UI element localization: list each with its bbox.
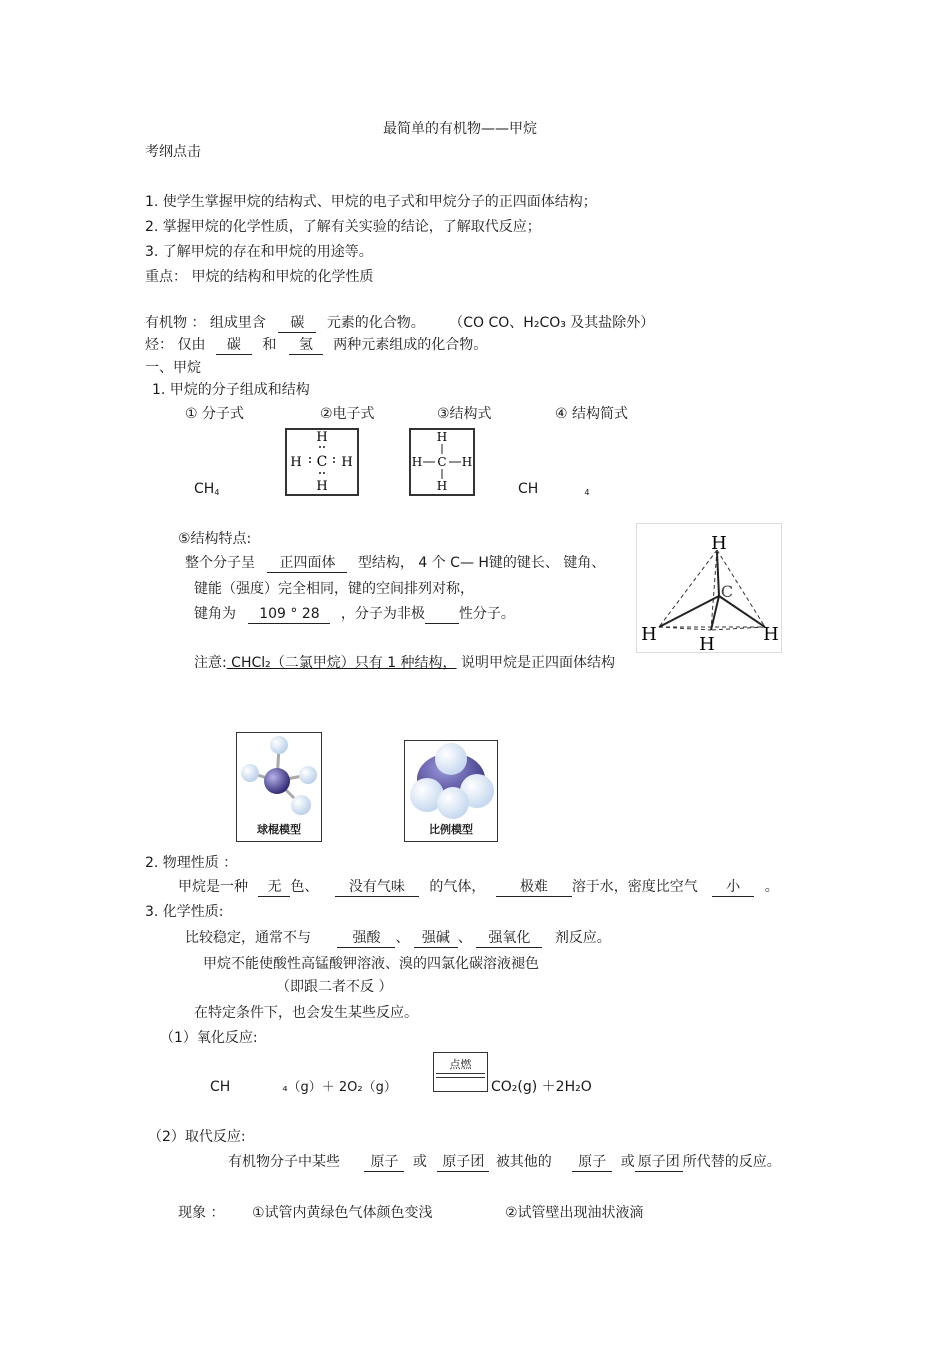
structure-note: 注意: CHCl₂（二氯甲烷）只有 1 种结构， 说明甲烷是正四面体结构 [194, 655, 616, 671]
structural-h-left: H [411, 455, 423, 469]
structural-h-bottom: H [436, 479, 448, 493]
organic-blank: 碳 [278, 314, 316, 333]
bond-angle-blank: 109 ° 28 [248, 605, 330, 624]
key-point: 重点： 甲烷的结构和甲烷的化学性质 [145, 269, 374, 285]
subsection-composition: 1. 甲烷的分子组成和结构 [152, 382, 310, 398]
ball-stick-caption: 球棍模型 [257, 823, 301, 836]
electron-h-bottom: H [316, 479, 328, 494]
structural-h-right: H [461, 455, 473, 469]
chemical-line-2: 甲烷不能使酸性高锰酸钾溶液、溴的四氯化碳溶液褪色 [203, 956, 539, 972]
hydrocarbon-definition: 烃： 仅由 碳 和 氢 两种元素组成的化合物。 [145, 337, 488, 353]
structure-line-3: 键角为 109 ° 28 ，分子为非极 性分子。 [194, 606, 515, 622]
phenomenon-2: ②试管壁出现油状液滴 [505, 1205, 644, 1221]
oxidant-blank: 强氧化 [476, 929, 542, 948]
ball-stick-model [236, 732, 322, 842]
physical-title: 2. 物理性质 ： [145, 855, 238, 871]
chemical-line-4: 在特定条件下，也会发生某些反应。 [194, 1005, 418, 1021]
shape-blank: 正四面体 [267, 554, 347, 573]
phenomena-label: 现象 ： [178, 1205, 225, 1221]
chemical-line-3: （即跟二者不反 ） [276, 979, 393, 995]
section-header: 考纲点击 [145, 144, 201, 160]
condensed-formula: CH $_4$ [518, 481, 590, 497]
header-condensed-formula: ④ 结构简式 [555, 406, 629, 422]
oxidation-lhs: CH ₄（g）＋ 2O₂（g） [210, 1079, 397, 1095]
tetra-h-right: H [763, 624, 779, 645]
oxidation-title: （1）氧化反应: [160, 1030, 258, 1046]
tetra-h-left: H [641, 624, 657, 645]
atom-blank-1: 原子 [364, 1153, 404, 1172]
structure-features-label: ⑤结构特点: [178, 531, 252, 547]
phenomenon-1: ①试管内黄绿色气体颜色变浅 [252, 1205, 433, 1221]
oxidation-rhs: CO₂(g) ＋2H₂O [491, 1079, 592, 1095]
header-structural-formula: ③结构式 [437, 406, 492, 422]
reaction-condition-box [433, 1052, 488, 1092]
hydrocarbon-blank-1: 碳 [216, 336, 252, 355]
objective-2: 2. 掌握甲烷的化学性质，了解有关实验的结论，了解取代反应； [145, 219, 541, 235]
substitution-title: （2）取代反应: [148, 1129, 246, 1145]
objective-1: 1. 使学生掌握甲烷的结构式、甲烷的电子式和甲烷分子的正四面体结构； [145, 194, 597, 210]
header-electron-formula: ②电子式 [320, 406, 375, 422]
group-blank-2: 原子团 [635, 1153, 683, 1172]
structural-formula-diagram [411, 430, 473, 494]
electron-dots-diagram [287, 430, 357, 494]
structural-c: C [437, 455, 447, 469]
physical-line: 甲烷是一种 无 色、 没有气味 的气体， 极难 溶于水，密度比空气 小 。 [178, 879, 779, 895]
chemical-line-1: 比较稳定，通常不与 强酸 、 强碱 、 强氧化 剂反应。 [185, 930, 611, 946]
electron-c: C [316, 454, 328, 470]
page-title: 最简单的有机物——甲烷 [383, 121, 537, 137]
acid-blank: 强酸 [337, 929, 395, 948]
solubility-blank: 极难 [496, 878, 572, 897]
reaction-condition-label: 点燃 [449, 1058, 472, 1071]
structure-line-1: 整个分子呈 正四面体 型结构， 4 个 C— H键的键长、 键角、 [185, 555, 606, 571]
tetrahedron-diagram [636, 523, 782, 653]
electron-formula-box [285, 428, 359, 496]
tetra-h-top: H [711, 533, 727, 554]
organic-definition: 有机物 ： 组成里含 碳 元素的化合物。 （CO CO、H₂CO₃ 及其盐除外） [145, 315, 655, 331]
space-filling-caption: 比例模型 [429, 823, 473, 836]
electron-h-right: H [341, 455, 353, 470]
electron-h-left: H [290, 455, 302, 470]
hydrocarbon-blank-2: 氢 [289, 336, 323, 355]
structural-formula-box [409, 428, 475, 496]
objective-3: 3. 了解甲烷的存在和甲烷的用途等。 [145, 244, 373, 260]
density-blank: 小 [712, 878, 754, 897]
section-methane: 一、甲烷 [145, 360, 201, 376]
molecular-formula: $CH_4$ [194, 481, 220, 497]
header-molecular-formula: ① 分子式 [185, 406, 245, 422]
space-filling-model [404, 740, 498, 842]
color-blank: 无 [258, 878, 290, 897]
structure-line-2: 键能（强度）完全相同，键的空间排列对称， [194, 581, 474, 597]
structural-h-top: H [436, 430, 448, 444]
substitution-definition: 有机物分子中某些 原子 或 原子团 被其他的 原子 或 原子团 所代替的反应。 [228, 1154, 781, 1170]
chemical-title: 3. 化学性质: [145, 904, 224, 920]
atom-blank-2: 原子 [572, 1153, 612, 1172]
base-blank: 强碱 [414, 929, 458, 948]
tetra-c: C [720, 582, 734, 601]
tetra-h-bottom: H [699, 634, 715, 652]
electron-h-top: H [316, 430, 328, 445]
odor-blank: 没有气味 [335, 878, 419, 897]
group-blank-1: 原子团 [437, 1153, 489, 1172]
